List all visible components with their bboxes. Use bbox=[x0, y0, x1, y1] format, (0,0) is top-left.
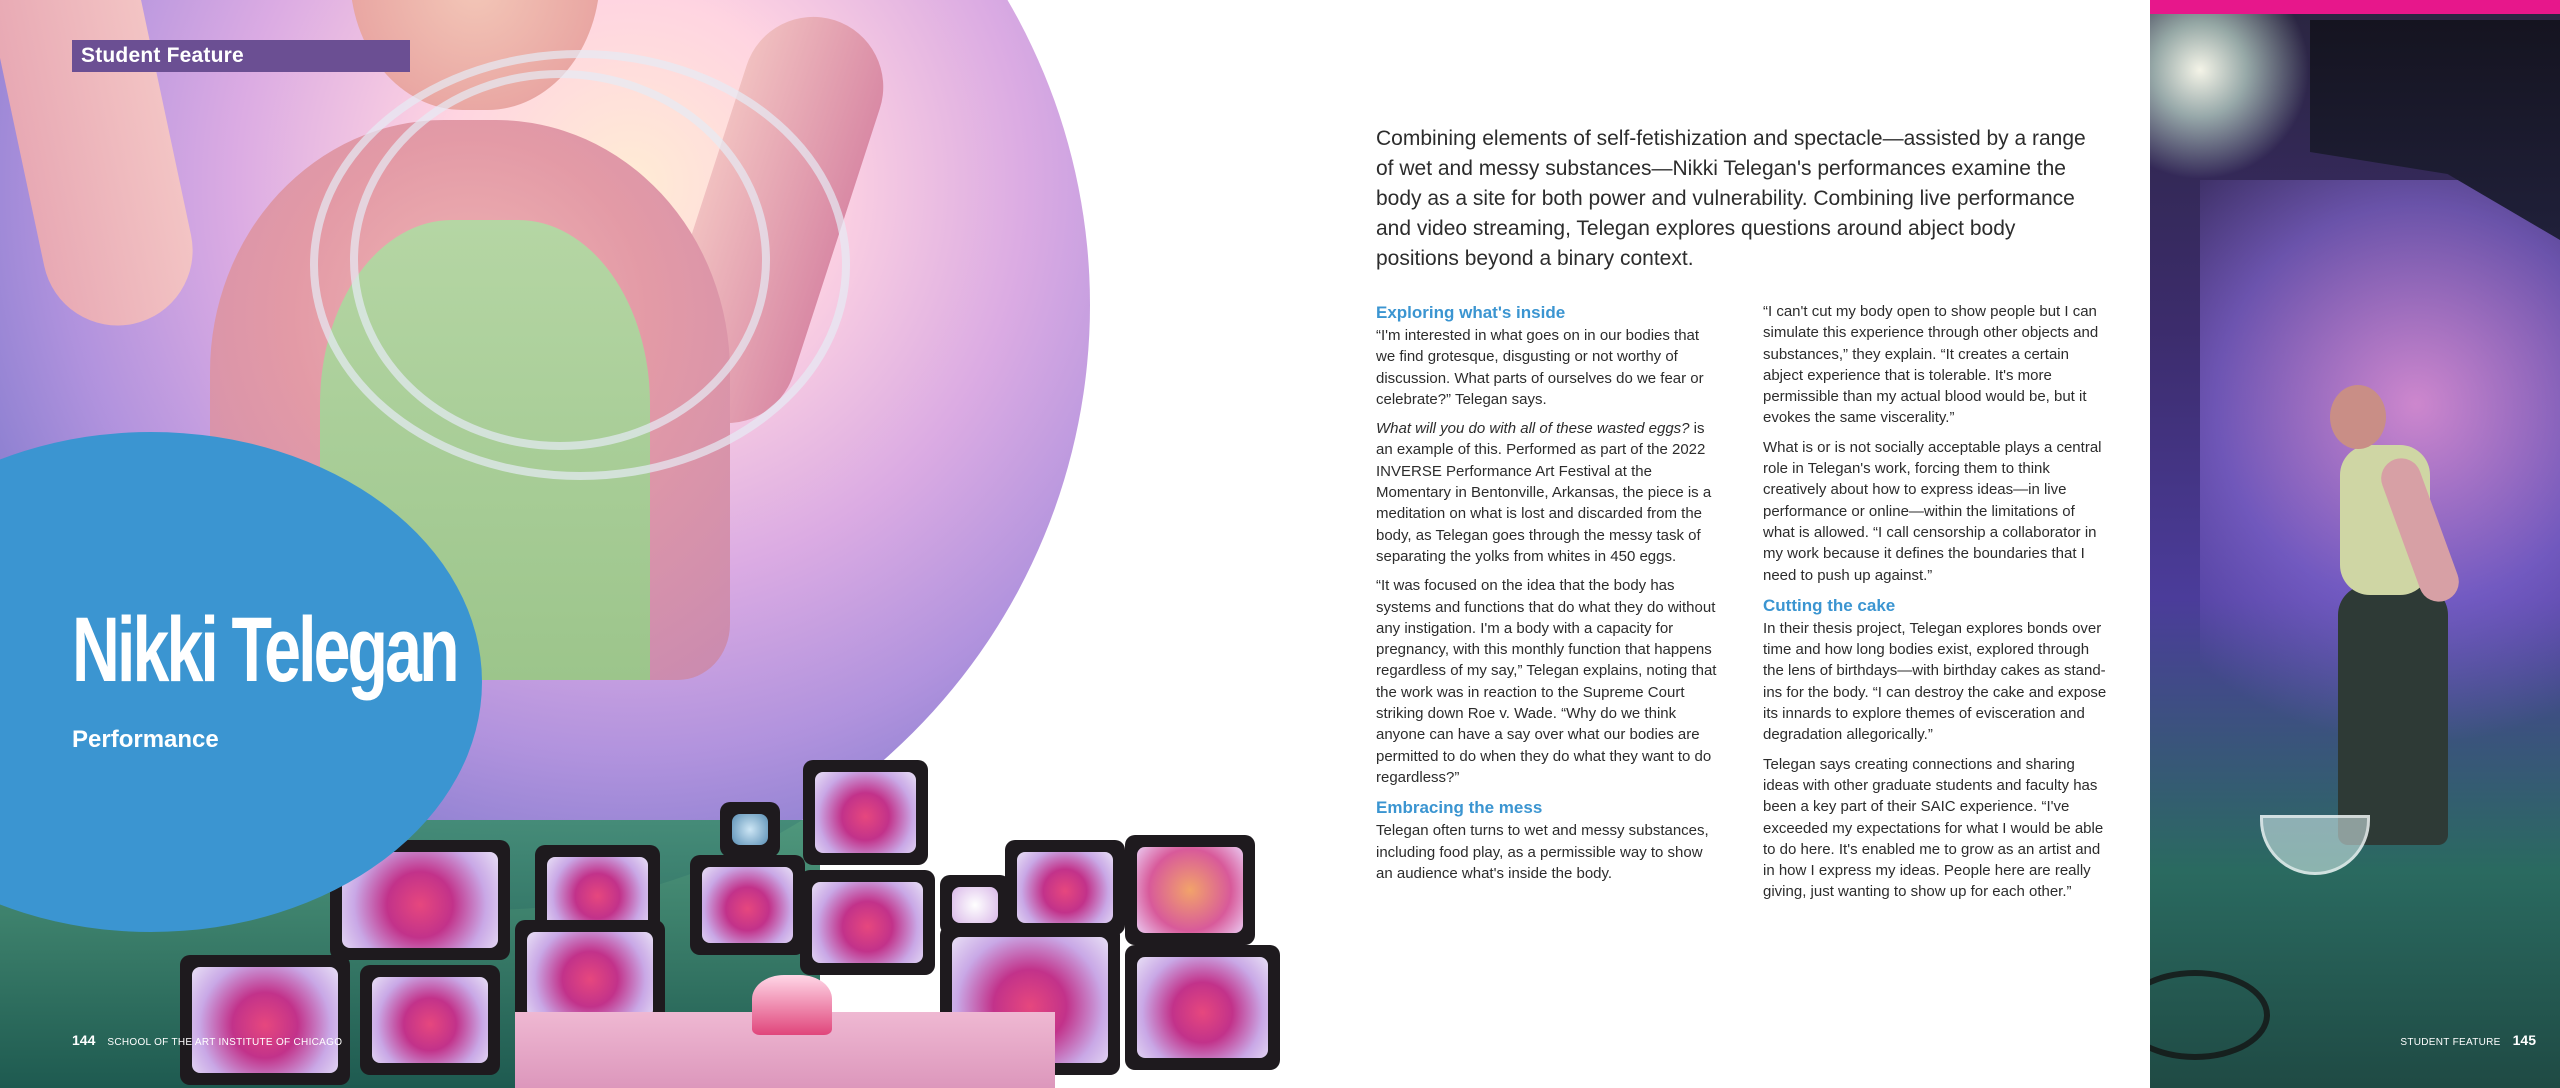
tv-monitor bbox=[180, 955, 350, 1085]
tv-monitor bbox=[1125, 945, 1280, 1070]
photo-performer-head bbox=[2330, 385, 2386, 449]
tv-monitor bbox=[803, 760, 928, 865]
paragraph: “It was focused on the idea that the body has systems and functions that do what they do without any instigation. I'm a body with a capacity for pregnancy, with this monthly function that happens regardless of my say,” Telegan explains, noting that the work was in reaction to the Supreme Court striking down Roe v. Wade. “Why do we think anyone can have a say over what our bodies are permitted to do when they do what they want to do regardless?” bbox=[1376, 577, 1717, 786]
page-number-right: 145 bbox=[2512, 1032, 2536, 1048]
paragraph: In their thesis project, Telegan explores bonds over time and how long bodies exist, explored through the lens of birthdays—with birthday cakes as stand-ins for the body. “I can destroy the cake and expose its innards to explore themes of evisceration and degradation allegorically.” bbox=[1763, 619, 2107, 744]
subheading-exploring: Exploring what's inside bbox=[1376, 303, 1566, 322]
tv-monitor bbox=[360, 965, 500, 1075]
section-name: STUDENT FEATURE bbox=[2400, 1037, 2501, 1048]
publication-name: SCHOOL OF THE ART INSTITUTE OF CHICAGO bbox=[107, 1037, 343, 1048]
folio-left bbox=[72, 1032, 342, 1048]
tv-monitor bbox=[720, 802, 780, 857]
paragraph: Telegan says creating connections and sharing ideas with other graduate students and faculty has been a key part of their SAIC experience. “I've exceeded my expectations for what I would be able to do here. It's enabled me to grow as an artist and in how I express my ideas. People here are really giving, just wanting to show up for each other.” bbox=[1763, 755, 2104, 901]
photo-performer bbox=[2300, 385, 2460, 885]
tv-monitor bbox=[1005, 840, 1125, 935]
photo-spotlight bbox=[2150, 0, 2310, 180]
page-number-left: 144 bbox=[72, 1032, 96, 1048]
folio-right bbox=[2400, 1032, 2536, 1048]
paragraph bbox=[1376, 418, 1721, 567]
subheading-cutting-cake: Cutting the cake bbox=[1763, 595, 1896, 615]
article-intro: Combining elements of self-fetishization and spectacle—assisted by a range of wet and messy substances—Nikki Telegan's performances examine the body as a site for both power and vulnerability. Combining live performance and video streaming, Telegan explores questions around abject body positions beyond a binary context. bbox=[1376, 127, 2086, 270]
paragraph: “I can't cut my body open to show people but I can simulate this experience through other objects and substances,” they explain. “It creates a certain abject experience that is tolerable. It's more permissible than my actual blood would be, but it evokes the same viscerality.” bbox=[1763, 303, 2099, 427]
article-column-b bbox=[1763, 301, 2108, 911]
artwork-title: What will you do with all of these wasted eggs? bbox=[1376, 420, 1690, 438]
photo-hoop bbox=[350, 70, 770, 450]
performance-photo bbox=[2150, 0, 2560, 1088]
student-discipline: Performance bbox=[72, 726, 219, 753]
article-column-a bbox=[1376, 301, 1721, 892]
tv-monitor bbox=[690, 855, 805, 955]
paragraph-text: is an example of this. Performed as part of the 2022 INVERSE Performance Art Festival at the Momentary in Bentonville, Arkansas, the piece is a meditation on what is lost and discarded from the body, as Telegan goes through the messy task of separating the yolks from whites in 450 eggs. bbox=[1376, 420, 1712, 565]
photo-performer-legs bbox=[2338, 585, 2448, 845]
birthday-cake bbox=[752, 975, 832, 1035]
section-label: Student Feature bbox=[72, 40, 410, 72]
paragraph: “I'm interested in what goes on in our bodies that we find grotesque, disgusting or not worthy of discussion. What parts of ourselves do we fear or celebrate?” Telegan says. bbox=[1376, 327, 1704, 408]
student-name: Nikki Telegan bbox=[72, 599, 457, 701]
tv-monitor bbox=[1125, 835, 1255, 945]
magenta-accent-bar bbox=[2150, 0, 2560, 14]
tv-monitor bbox=[800, 870, 935, 975]
subheading-embracing: Embracing the mess bbox=[1376, 798, 1543, 818]
photo-floor-ring bbox=[2150, 970, 2270, 1060]
paragraph: Telegan often turns to wet and messy substances, including food play, as a permissible way to show an audience what's inside the body. bbox=[1376, 822, 1709, 882]
paragraph: What is or is not socially acceptable plays a central role in Telegan's work, forcing them to think creatively about how to express ideas—in live performance or online—within the limitations of what is allowed. “I call censorship a collaborator in my work because it defines the boundaries that I need to push up against.” bbox=[1763, 438, 2102, 584]
